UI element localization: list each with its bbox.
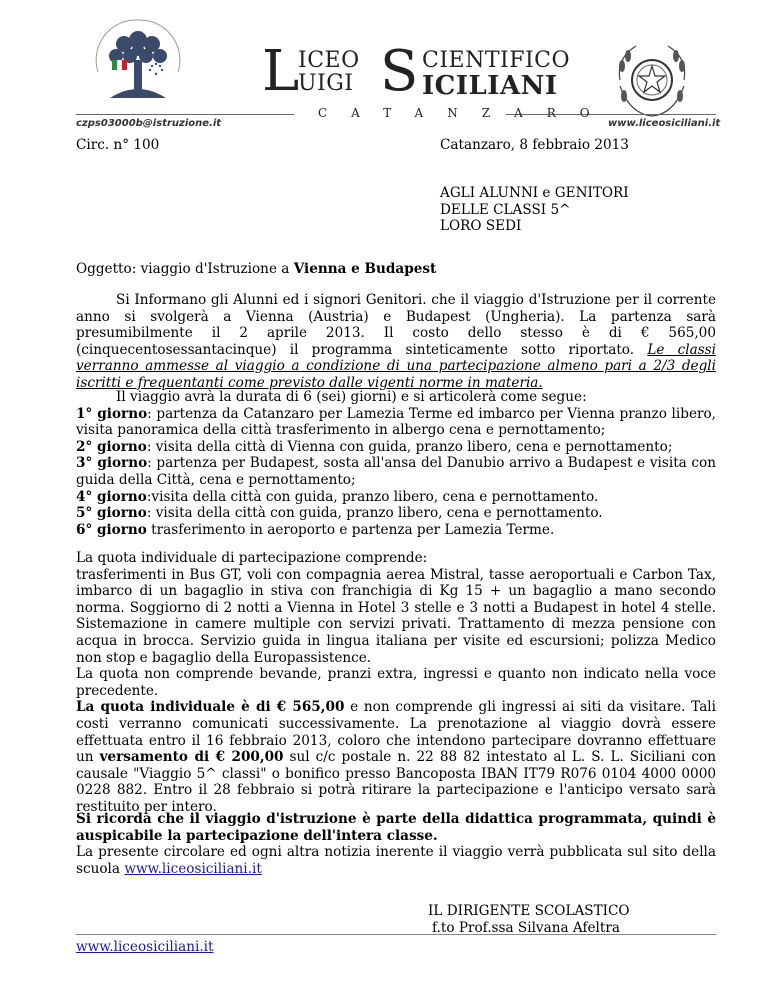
day-label: 1° giorno (76, 405, 148, 422)
quota-price: La quota individuale è di € 565,00 e non comprende gli ingressi ai siti da visitare. Tali costi verranno comunicati successivamente. La prenotazione al viaggio dovrà essere effettuata entro il 16 febbraio 2013, coloro che intendono partecipare dovranno effettuare un versamento di € 200,00 sul c/c postale n. 22 88 82 intestato al L. S. L. Siciliani con causale "Viaggio 5^ classi" o bonifico presso Bancoposta IBAN IT79 R076 0104 4000 0000 0228 882. Entro il 28 febbraio si potrà ritirare la partecipazione e l'anticipo versato sarà restituito per intero. (76, 699, 716, 815)
closing-block (76, 811, 716, 877)
intro-paragraph (76, 292, 716, 392)
recipient-line: AGLI ALUNNI e GENITORI (440, 185, 629, 201)
itinerary-day: 2° giorno: visita della città di Vienna con guida, pranzo libero, cena e pernottamento; (76, 438, 673, 455)
header-website: www.liceosiciliani.it (608, 118, 721, 129)
recipients-block (440, 185, 629, 235)
intro-text: Si Informano gli Alunni ed i signori Genitori. che il viaggio d'Istruzione per il corrente anno si svolgerà a Vienna (Austria) e Budapest (Ungheria). La partenza sarà presumibilmente il 2 aprile 2013. Il costo dello stesso è di € 565,00 (cinquecentosessantacinque) il programma sinteticamente sotto riportato. (76, 292, 716, 358)
signature-block (428, 903, 630, 936)
day-label: 4° giorno (76, 488, 147, 505)
itinerary-day: 4° giorno:visita della città con guida, pranzo libero, cena e pernottamento. (76, 488, 599, 505)
itinerary-day: 3° giorno: partenza per Budapest, sosta all'ansa del Danubio arrivo a Budapest e visita con guida della Città, cena e pernottamento; (76, 455, 716, 488)
subject-line (76, 261, 436, 278)
closing-reminder: Si ricorda che il viaggio d'istruzione è parte della didattica programmata, quindi è auspicabile la partecipazione dell'intera classe. (76, 811, 716, 844)
footer-website-link[interactable]: www.liceosiciliani.it (76, 939, 214, 955)
closing-note: La presente circolare ed ogni altra notizia inerente il viaggio verrà pubblicata sul sito della scuola www.liceosiciliani.it (76, 844, 716, 877)
brand-uigi: UIGI (298, 71, 354, 96)
brand-letter-l: L (262, 39, 300, 104)
footer (76, 939, 213, 956)
signature-name: f.to Prof.ssa Silvana Afeltra (432, 919, 620, 936)
day-label: 6° giorno (76, 521, 147, 538)
itinerary-day: 5° giorno: visita della città con guida, pranzo libero, cena e pernottamento. (76, 505, 603, 522)
recipient-line: DELLE CLASSI 5^ (440, 201, 571, 218)
intro-condition: Le classi verranno ammesse al viaggio a condizione di una partecipazione almeno pari a 2/3 degli iscritti e frequentanti come previsto dalle vigenti norme in materia. (76, 341, 716, 391)
quota-includes: trasferimenti in Bus GT, voli con compagnia aerea Mistral, tasse aeroportuali e Carbon Tax, imbarco di un bagaglio in stiva con franchigia di Kg 15 + un bagaglio a mano secondo norma. Soggiorno di 2 notti a Vienna in Hotel 3 stelle e 3 notti a Budapest in hotel 4 stelle. Sistemazione in camere multiple con servizi privati. Trattamento di mezza pensione con acqua in brocca. Servizio guida in lingua italiana per visite ed escursioni; polizza Medico non stop e bagaglio della Europassistence. (76, 566, 716, 666)
itinerary-day: 6° giorno trasferimento in aeroporto e partenza per Lamezia Terme. (76, 521, 555, 538)
brand-iciliani: ICILIANI (422, 71, 558, 101)
quota-block (76, 550, 716, 816)
school-name-logo (262, 39, 571, 106)
signature-title: IL DIRIGENTE SCOLASTICO (428, 903, 630, 919)
footer-divider (76, 934, 716, 935)
itinerary-block (76, 389, 716, 538)
recipient-line: LORO SEDI (440, 218, 522, 235)
subject-prefix: Oggetto: viaggio d'Istruzione a (76, 261, 294, 277)
brand-cientifico: CIENTIFICO (422, 48, 571, 73)
day-label: 2° giorno (76, 438, 147, 455)
quota-heading: La quota individuale di partecipazione comprende: (76, 550, 428, 566)
italian-republic-emblem (610, 36, 694, 120)
header-divider-left (76, 114, 294, 115)
day-label: 5° giorno (76, 505, 147, 522)
quota-excludes: La quota non comprende bevande, pranzi extra, ingressi e quanto non indicato nella voce precedente. (76, 666, 716, 699)
itinerary-day: 1° giorno: partenza da Catanzaro per Lamezia Terme ed imbarco per Vienna pranzo libero, visita panoramica della città trasferimento in albergo cena e pernottamento; (76, 405, 716, 439)
circular-date: Catanzaro, 8 febbraio 2013 (440, 137, 629, 153)
header-city: CATANZARO (318, 106, 614, 120)
brand-letter-s: S (380, 39, 419, 104)
school-logo-tree (90, 10, 186, 110)
brand-iceo: ICEO (298, 48, 360, 73)
header-email: czps03000b@istruzione.it (76, 118, 222, 129)
subject-destination: Vienna e Budapest (293, 261, 437, 277)
circular-number: Circ. n° 100 (76, 137, 160, 153)
itinerary-intro: Il viaggio avrà la durata di 6 (sei) giorni) e si articolerà come segue: (116, 389, 587, 405)
school-website-link[interactable]: www.liceosiciliani.it (124, 860, 262, 877)
day-label: 3° giorno (76, 455, 148, 472)
